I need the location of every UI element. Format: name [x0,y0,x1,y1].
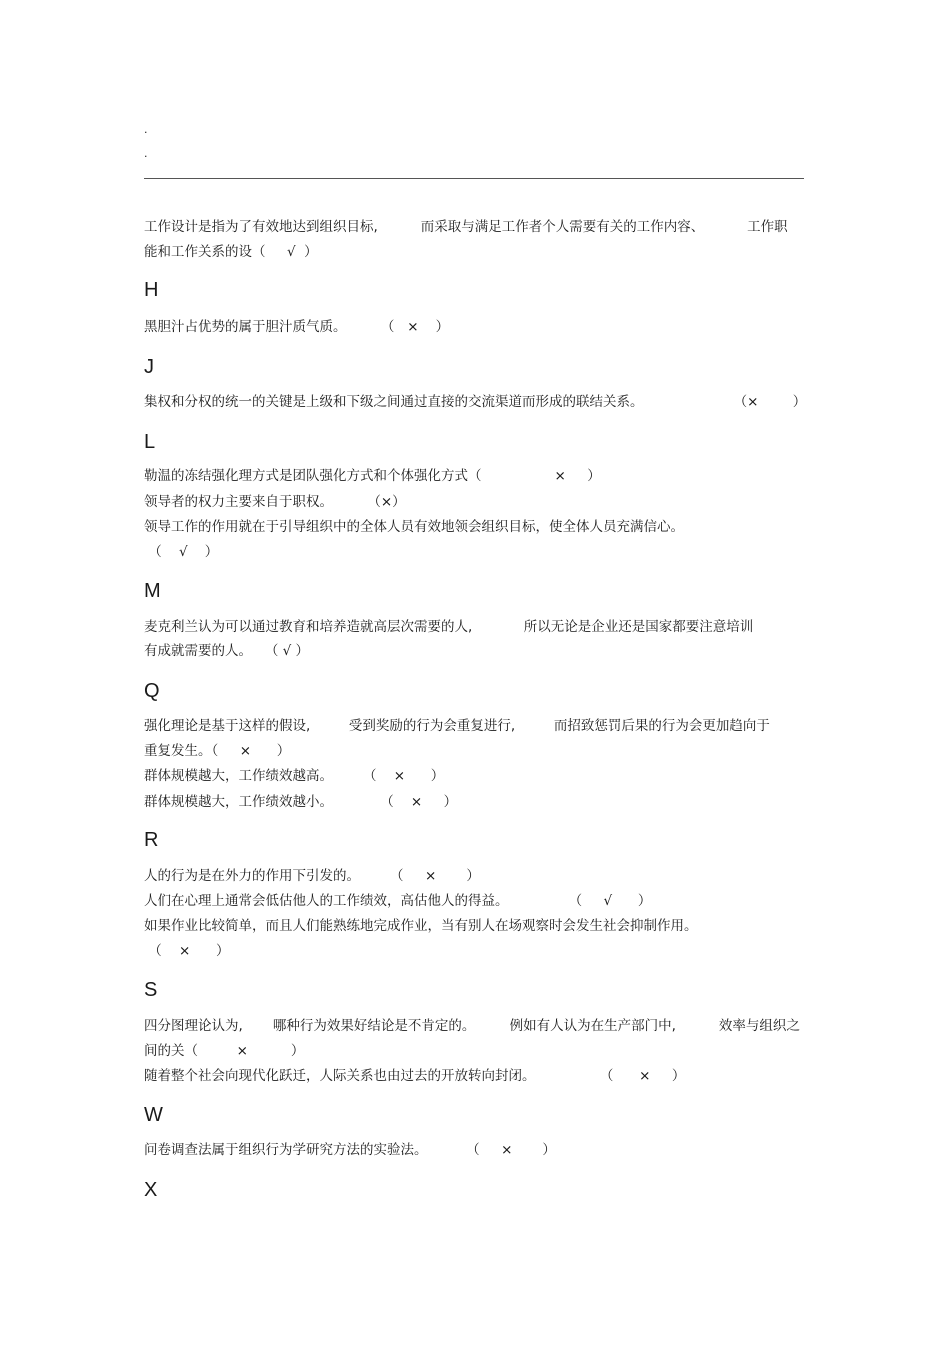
statement-line: 能和工作关系的设（ √ ） [144,244,318,260]
statement-line: 集权和分权的统一的关键是上级和下级之间通过直接的交流渠道而形成的联结关系。 （× ） [144,394,807,410]
statement-line: 人们在心理上通常会低估他人的工作绩效，高估他人的得益。 （ √ ） [144,893,652,909]
statement-line: 如果作业比较简单，而且人们能熟练地完成作业，当有别人在场观察时会发生社会抑制作用。 [144,918,698,934]
statement-line: 重复发生。（ × ） [144,743,291,759]
header-dot: . [144,147,148,160]
statement-line: 问卷调查法属于组织行为学研究方法的实验法。 （ × ） [144,1142,556,1158]
statement-line: 人的行为是在外力的作用下引发的。 （ × ） [144,868,480,884]
statement-line: 工作设计是指为了有效地达到组织目标, 而采取与满足工作者个人需要有关的工作内容、 工作职 [144,219,788,235]
section-heading-h: H [144,279,159,301]
statement-line: 四分图理论认为, 哪种行为效果好结论是不肯定的。 例如有人认为在生产部门中, 效率与组织之 [144,1018,800,1034]
statement-line: （ √ ） [144,544,219,560]
statement-line: （ × ） [144,943,230,959]
statement-line: 领导工作的作用就在于引导组织中的全体人员有效地领会组织目标，使全体人员充满信心。 [144,519,684,535]
section-heading-m: M [144,580,161,602]
statement-line: 有成就需要的人。 （ √ ） [144,643,310,659]
statement-line: 勒温的冻结强化理方式是团队强化方式和个体强化方式（ × ） [144,468,601,484]
header-rule [144,178,804,179]
statement-line: 强化理论是基于这样的假设, 受到奖励的行为会重复进行, 而招致惩罚后果的行为会更加趋向于 [144,718,770,734]
statement-line: 群体规模越大，工作绩效越高。 （ × ） [144,768,445,784]
statement-line: 黑胆汁占优势的属于胆汁质气质。 （ × ） [144,319,450,335]
section-heading-j: J [144,356,154,378]
statement-line: 群体规模越大，工作绩效越小。 （ × ） [144,794,458,810]
section-heading-x: X [144,1179,158,1201]
section-heading-w: W [144,1104,163,1126]
statement-line: 随着整个社会向现代化跃迁，人际关系也由过去的开放转向封闭。 （ × ） [144,1068,686,1084]
section-heading-r: R [144,829,159,851]
section-heading-q: Q [144,680,160,702]
statement-line: 领导者的权力主要来自于职权。 （×） [144,494,406,510]
statement-line: 间的关（ × ） [144,1043,305,1059]
section-heading-s: S [144,979,158,1001]
header-dot: . [144,123,148,136]
statement-line: 麦克利兰认为可以通过教育和培养造就高层次需要的人, 所以无论是企业还是国家都要注意培训 [144,619,754,635]
section-heading-l: L [144,431,156,453]
